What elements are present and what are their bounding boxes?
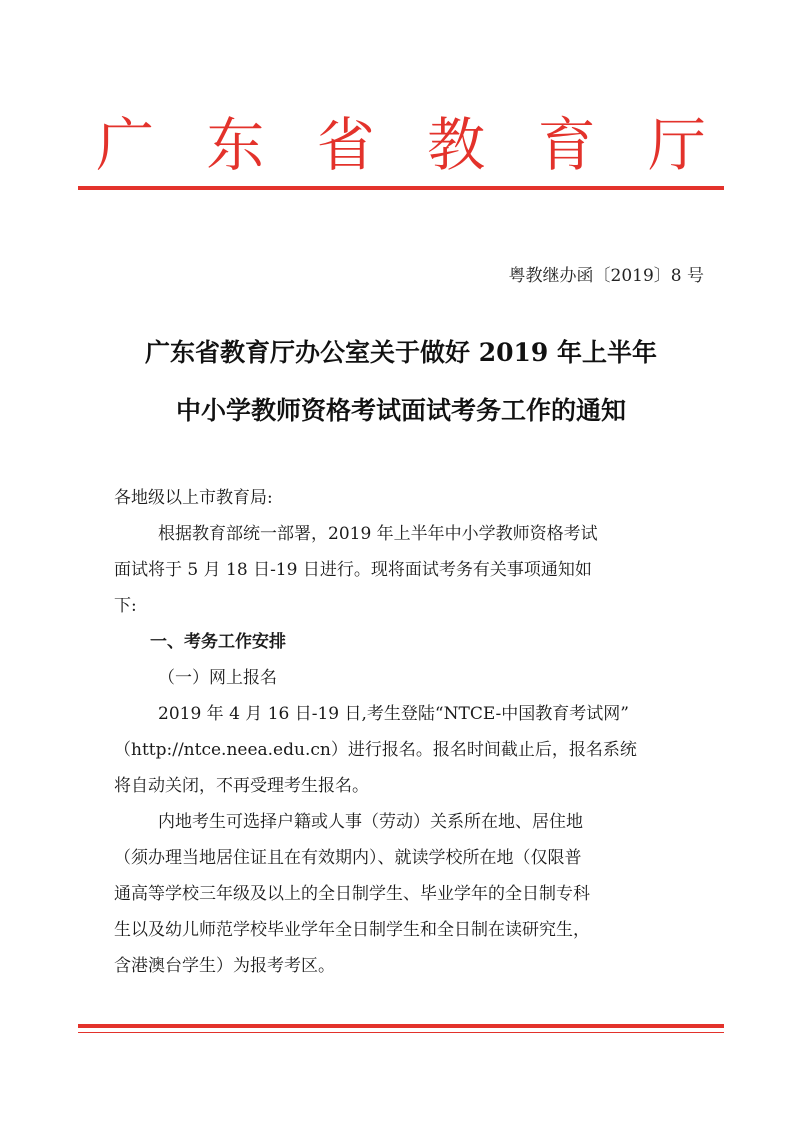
letterhead-char: 厅 <box>647 111 706 179</box>
section-heading: 一、考务工作安排 <box>150 632 286 652</box>
letterhead-char: 东 <box>206 111 265 179</box>
subsection-heading: （一）网上报名 <box>158 668 277 688</box>
paragraph-line: 根据教育部统一部署，2019 年上半年中小学教师资格考试 <box>158 524 598 544</box>
paragraph-line: 生以及幼儿师范学校毕业学年全日制学生和全日制在读研究生， <box>114 920 590 940</box>
document-body <box>114 480 710 984</box>
document-number: 粤教继办函〔2019〕8 号 <box>508 266 704 286</box>
footer-divider-thick <box>78 1024 724 1028</box>
letterhead-char: 育 <box>537 111 596 179</box>
paragraph-line: 将自动关闭，不再受理考生报名。 <box>114 776 369 796</box>
letterhead-char: 省 <box>316 111 375 179</box>
salutation: 各地级以上市教育局: <box>114 488 273 508</box>
letterhead-char: 广 <box>96 111 155 179</box>
letterhead-divider <box>78 186 724 190</box>
letterhead-title <box>96 110 706 180</box>
paragraph-line: 面试将于 5 月 18 日-19 日进行。现将面试考务有关事项通知如 <box>114 560 592 580</box>
paragraph-line: 通高等学校三年级及以上的全日制学生、毕业学年的全日制专科 <box>114 884 590 904</box>
paragraph-line: 内地考生可选择户籍或人事（劳动）关系所在地、居住地 <box>158 812 583 832</box>
paragraph-line: 含港澳台学生）为报考考区。 <box>114 956 335 976</box>
document-title-line-1: 广东省教育厅办公室关于做好 2019 年上半年 <box>145 338 657 367</box>
document-title-line-2: 中小学教师资格考试面试考务工作的通知 <box>175 396 626 425</box>
paragraph-line: （http://ntce.neea.edu.cn）进行报名。报名时间截止后，报名系统 <box>114 740 637 760</box>
footer-divider-thin <box>78 1032 724 1033</box>
paragraph-line: 2019 年 4 月 16 日-19 日,考生登陆“NTCE-中国教育考试网” <box>158 704 629 724</box>
paragraph-line: 下: <box>114 596 137 616</box>
paragraph-line: （须办理当地居住证且在有效期内）、就读学校所在地（仅限普 <box>114 848 582 868</box>
letterhead-char: 教 <box>427 111 486 179</box>
